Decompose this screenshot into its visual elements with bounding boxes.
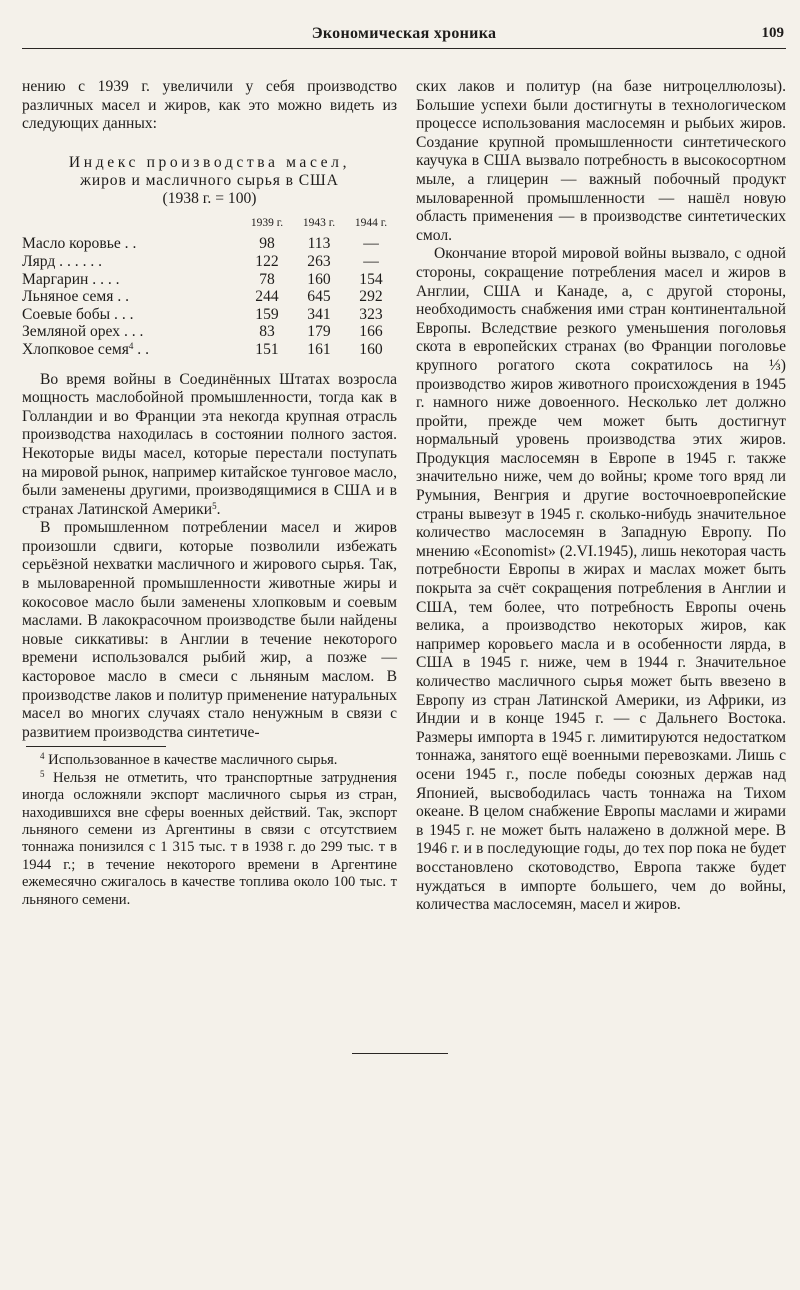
- column-header: 1944 г.: [354, 216, 388, 229]
- footnote-marker: 4: [128, 340, 134, 351]
- table-cell: 122: [255, 252, 279, 270]
- footnote: $^4$ Использованное в качестве масличного сырья.: [40, 751, 338, 769]
- table-cell: 645: [307, 288, 331, 306]
- table-row: [22, 306, 397, 324]
- table-cell: 113: [307, 235, 331, 253]
- row-label: Соевые бобы . . .: [22, 305, 134, 323]
- table-cell: 160: [307, 270, 331, 288]
- table-row: [22, 323, 397, 341]
- production-index-table: [22, 214, 397, 359]
- table-cell: 98: [259, 235, 275, 253]
- table-cell: 78: [259, 270, 275, 288]
- table-cell: 292: [359, 288, 383, 306]
- table-row: [22, 341, 397, 359]
- table-title-line-2: жиров и масличного сырья в США: [80, 171, 339, 189]
- table-header-row: [22, 214, 397, 236]
- footnote-marker: 5: [212, 500, 217, 511]
- section-end-rule: [352, 1053, 448, 1054]
- row-label: Льняное семя . .: [22, 288, 130, 306]
- page-number: 109: [761, 25, 784, 41]
- table-cell: 159: [255, 305, 279, 323]
- row-label: Масло коровье . .: [22, 235, 137, 253]
- footnotes: [22, 752, 397, 909]
- table-title-line-3: (1938 г. = 100): [162, 189, 257, 207]
- table-cell: 161: [307, 340, 331, 358]
- body-paragraph: Во время войны в Соединённых Штатах возросла мощность маслобойной промышленности, тогда как в Голландии и во Франции эта некогда крупная отрасль производства находилась в состоянии полного застоя. Некоторые виды масел, которые перестали поступать на мировой рынок, например китайское тунговое масло, были заменены другими, производящимися в США и в странах Латинской Америки$^5$.: [22, 370, 397, 518]
- body-paragraph: Окончание второй мировой войны вызвало, с одной стороны, сокращение потребления масел и жиров в Англии, США и Канаде, а, с другой стороны, необходимость снабжения ими стран континентальной Европы. Вследствие резкого уменьшения поголовья скота в европейских странах (во Франции поголовье крупного рогатого скота сократилось на ⅓) производство жиров животного происхождения в 1945 г. намного ниже довоенного. Несколько лет должно пройти, прежде чем может быть достигнут нормальный уровень производства этих жиров. Продукция маслосемян в Европе в 1945 г. также значительно ниже, чем до войны; кроме того вряд ли Румыния, Венгрия и другие восточноевропейские страны вывезут в 1945 г. сколько-нибудь значительное количество маслосемян в Западную Европу. По мнению «Economist» (2.VI.1945), лишь некоторая часть потребности Европы в жирах и маслах может быть покрыта за счёт сокращения потребления в Англии и США, тем более, что потребность Европы очень велика, а производство некоторых жиров, как например коровьего масла и в особенности лярда, в США в 1945 г. ниже, чем в 1944 г. Значительное количество масличного сырья может быть ввезено в Европу из стран Латинской Америки, из Африки, из Индии и в конце 1945 г. — с Дальнего Востока. Размеры импорта в 1945 г. лимитируются недостатком тоннажа, занятого ещё военными перевозками. Лишь с осени 1945 г., после победы союзных держав над Японией, высвободилась часть тоннажа на Тихом океане. В целом снабжение Европы маслами и жирами в 1945 г. не может быть налажено в должной мере. В 1946 г. и в последующие годы, до тех пор пока не будет восстановлено скотоводство, Европа также будет нуждаться в импорте большего, чем до войны, количества маслосемян, масел и жиров.: [416, 245, 786, 914]
- body-paragraph: ских лаков и политур (на базе нитроцеллюлозы). Большие успехи были достигнуты в технологическом процессе использования маслосемян и рыбьих жиров. Создание крупной промышленности синтетического каучука в США вызвало потребность в высокосортном мыле, а глицерин — важный побочный продукт мыловаренной промышленности — нашёл новую область применения — в производстве синтетических смол.: [416, 78, 786, 244]
- page-header: [22, 22, 786, 49]
- table-cell: 166: [359, 323, 383, 341]
- column-header: 1939 г.: [250, 216, 284, 229]
- intro-paragraph: нению с 1939 г. увеличили у себя производство различных масел и жиров, как это можно видеть из следующих данных:: [22, 78, 397, 133]
- row-label: Земляной орех . . .: [22, 323, 144, 341]
- table-cell: 263: [307, 252, 331, 270]
- column-header: 1943 г.: [302, 216, 336, 229]
- row-label: Маргарин . . . .: [22, 270, 120, 288]
- table-cell: 179: [307, 323, 331, 341]
- table-cell: —: [363, 235, 379, 253]
- row-label: Хлопковое семя$^4$ . .: [22, 340, 149, 358]
- table-title-line-1: Индекс производства масел,: [68, 153, 351, 171]
- body-paragraph: В промышленном потреблении масел и жиров произошли сдвиги, которые позволили избежать серьёзной нехватки масличного и жирового сырья. Так, в мыловаренной промышленности животные жиры и кокосовое масло были заменены хлопковым и соевым маслами. В лакокрасочном производстве были найдены новые сиккативы: в Англии в течение некоторого времени использовался рыбий жир, а позже — касторовое масло в смеси с льняным маслом. В производстве лаков и политур применение натуральных масел во многих случаях стало ненужным в связи с развитием производства синтетиче-: [22, 519, 397, 741]
- footnote: $^5$ Нельзя не отметить, что транспортные затруднения иногда осложняли экспорт масличного сырья из стран, находившихся вне сферы военных действий. Так, экспорт льняного семени из Аргентины в связи с отсутствием тоннажа понизился с 1 315 тыс. т в 1938 г. до 299 тыс. т в 1944 г.; в течение некоторого времени в Аргентине ежемесячно сжигалось в качестве топлива около 100 тыс. т льняного семени.: [22, 768, 398, 908]
- footnote-divider: [26, 746, 166, 747]
- table-cell: 244: [255, 288, 279, 306]
- table-row: [22, 288, 397, 306]
- table-row: [22, 235, 397, 253]
- table-cell: —: [363, 252, 379, 270]
- table-cell: 151: [255, 340, 279, 358]
- left-column: [22, 78, 397, 909]
- table-cell: 341: [307, 305, 331, 323]
- table-cell: 154: [359, 270, 383, 288]
- table-row: [22, 271, 397, 289]
- table-cell: 323: [359, 305, 383, 323]
- right-column: [416, 78, 786, 915]
- table-row: [22, 253, 397, 271]
- table-cell: 160: [359, 340, 383, 358]
- row-label: Лярд . . . . . .: [22, 252, 103, 270]
- table-cell: 83: [259, 323, 275, 341]
- table-title: [22, 154, 397, 208]
- running-title: Экономическая хроника: [311, 25, 497, 42]
